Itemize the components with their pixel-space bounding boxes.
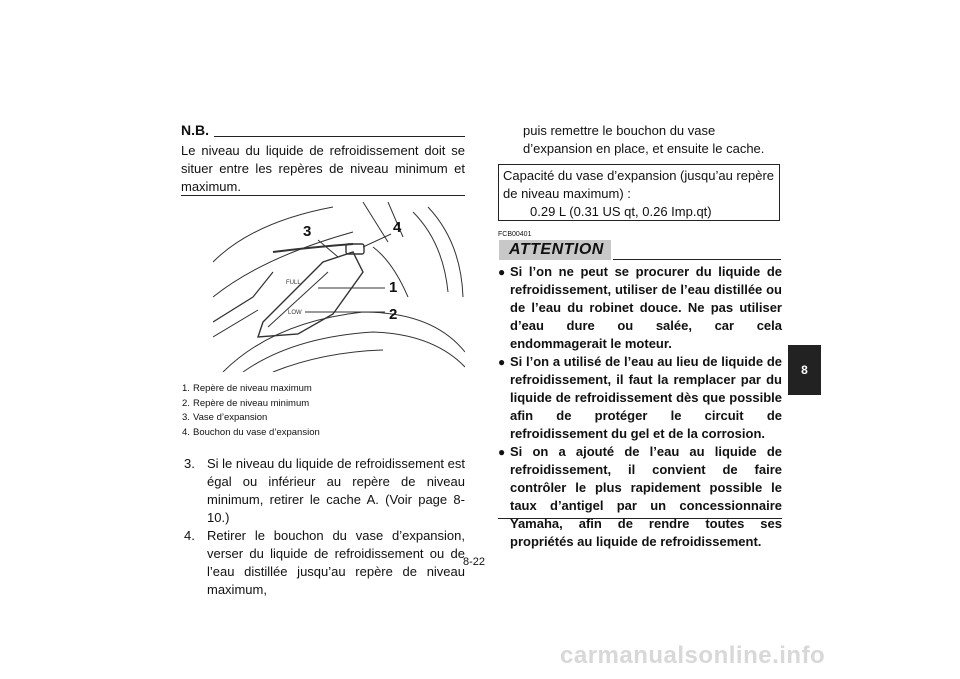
attention-item: ● Si l’on a utilisé de l’eau au lieu de liquide de refroidissement, il faut la remplacer par du liquide de refroidissement dès que possible afin de protéger le circuit de refroidissement du gel et de la corrosion.: [498, 354, 782, 441]
attention-badge: [499, 240, 611, 260]
callout-2: 2: [389, 306, 398, 323]
note-title-rule: [214, 136, 465, 137]
procedure-steps: [184, 455, 465, 599]
caption-item: 1. Repère de niveau maximum: [182, 383, 312, 394]
caption-item: 4. Bouchon du vase d’expansion: [182, 426, 320, 438]
full-mark: FULL: [286, 280, 301, 286]
coolant-reservoir-illustration: [213, 202, 465, 372]
watermark: carmanualsonline.info: [560, 642, 826, 669]
page-number: 8-22: [463, 556, 486, 568]
capacity-value: 0.29 L (0.31 US qt, 0.26 Imp.qt): [530, 204, 712, 219]
callout-1: 1: [389, 279, 398, 296]
note-text: Le niveau du liquide de refroidissement doit se situer entre les repères de niveau minimum et maximum.: [181, 143, 465, 194]
capacity-label: Capacité du vase d’expansion (jusqu’au repère de niveau maximum) :: [503, 168, 775, 201]
attention-label: ATTENTION: [509, 241, 604, 258]
note-header: [181, 122, 465, 140]
step-number: 4.: [184, 528, 195, 543]
bullet-icon: ●: [498, 265, 506, 279]
bullet-icon: ●: [498, 445, 506, 459]
callout-4: 4: [393, 219, 402, 236]
attention-bottom-rule: [498, 518, 782, 519]
attention-code: FCB00401: [498, 231, 532, 238]
step-item: [184, 527, 465, 599]
figure-captions: [182, 382, 466, 440]
note-title: N.B.: [181, 122, 209, 138]
note-bottom-rule: [181, 195, 465, 196]
capacity-box: [498, 164, 780, 221]
attention-title-rule: [613, 259, 781, 260]
callout-3: 3: [303, 223, 312, 240]
caption-item: 3. Vase d’expansion: [182, 412, 268, 423]
bullet-icon: ●: [498, 355, 506, 369]
step-text: Si le niveau du liquide de refroidissement est égal ou inférieur au repère de niveau minimum, retirer le cache A. (Voir page 8-10.): [207, 456, 465, 525]
attention-list: [498, 263, 782, 551]
attention-item: ● Si l’on ne peut se procurer du liquide de refroidissement, utiliser de l’eau distillée ou de l’eau du robinet douce. Ne pas utiliser d’eau dure ou salée, car cela endommagerait le moteur.: [498, 264, 782, 351]
step-number: 3.: [184, 456, 195, 471]
attention-item: ● Si on a ajouté de l’eau au liquide de refroidissement, il convient de faire contrôler le plus rapidement possible le taux d’antigel par un concessionnaire Yamaha, afin de rendre toutes ses propriétés au liquide de refroidissement.: [498, 444, 782, 549]
step-text: Retirer le bouchon du vase d’expansion, verser du liquide de refroidissement ou de l’eau distillée jusqu’au repère de niveau maximum,: [207, 528, 465, 597]
chapter-tab: 8: [788, 345, 821, 395]
step-item: [184, 455, 465, 527]
step-continuation: puis remettre le bouchon du vase d’expansion en place, et ensuite le cache.: [523, 123, 765, 156]
caption-item: 2. Repère de niveau minimum: [182, 397, 310, 409]
low-mark: LOW: [288, 310, 302, 316]
